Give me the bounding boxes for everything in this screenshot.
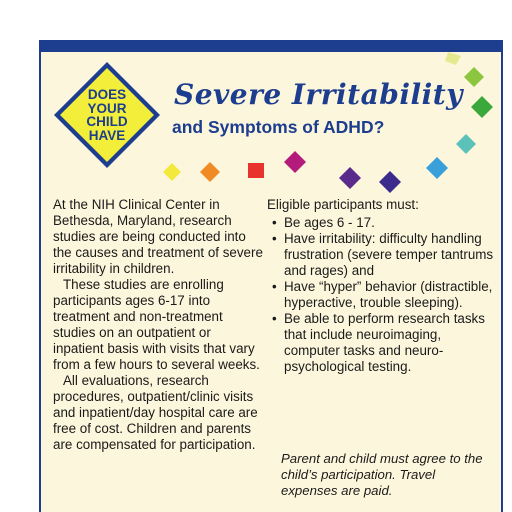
flyer-title: Severe Irritability	[174, 78, 463, 111]
list-item: • Have “hyper” behavior (distractible, hyperactive, trouble sleeping).	[272, 279, 493, 310]
sign-text	[52, 60, 162, 170]
intro-paragraph-2: These studies are enrolling participants ages 6-17 into treatment and non-treatment studies on an outpatient or inpatient basis with visits that vary from a few hours to several weeks.	[53, 277, 260, 372]
intro-paragraph-3: All evaluations, research procedures, outpatient/clinic visits and inpatient/day hospital care are free of cost. Children and parents are compensated for participation.	[53, 373, 258, 452]
sign-line-1: DOES	[87, 87, 127, 102]
intro-column	[53, 197, 263, 453]
list-item: • Be ages 6 - 17.	[272, 215, 375, 230]
sign-line-2: YOUR	[87, 100, 127, 116]
sign-line-3: CHILD	[86, 114, 128, 129]
intro-paragraph-1: At the NIH Clinical Center in Bethesda, Maryland, research studies are being conducted into the causes and treatment of severe irritability in children.	[53, 197, 263, 276]
consent-note: Parent and child must agree to the child’s participation. Travel expenses are paid.	[281, 451, 483, 498]
list-item: • Be able to perform research tasks that include neuroimaging, computer tasks and neuro-psychological testing.	[272, 311, 485, 374]
flyer-subtitle: and Symptoms of ADHD?	[172, 117, 385, 137]
eligibility-column	[267, 197, 495, 375]
sign-line-4: HAVE	[88, 127, 126, 143]
list-item: • Have irritability: difficulty handling frustration (severe temper tantrums and rages) and	[272, 231, 494, 278]
eligibility-list	[267, 215, 495, 375]
eligibility-heading: Eligible participants must:	[267, 197, 419, 212]
